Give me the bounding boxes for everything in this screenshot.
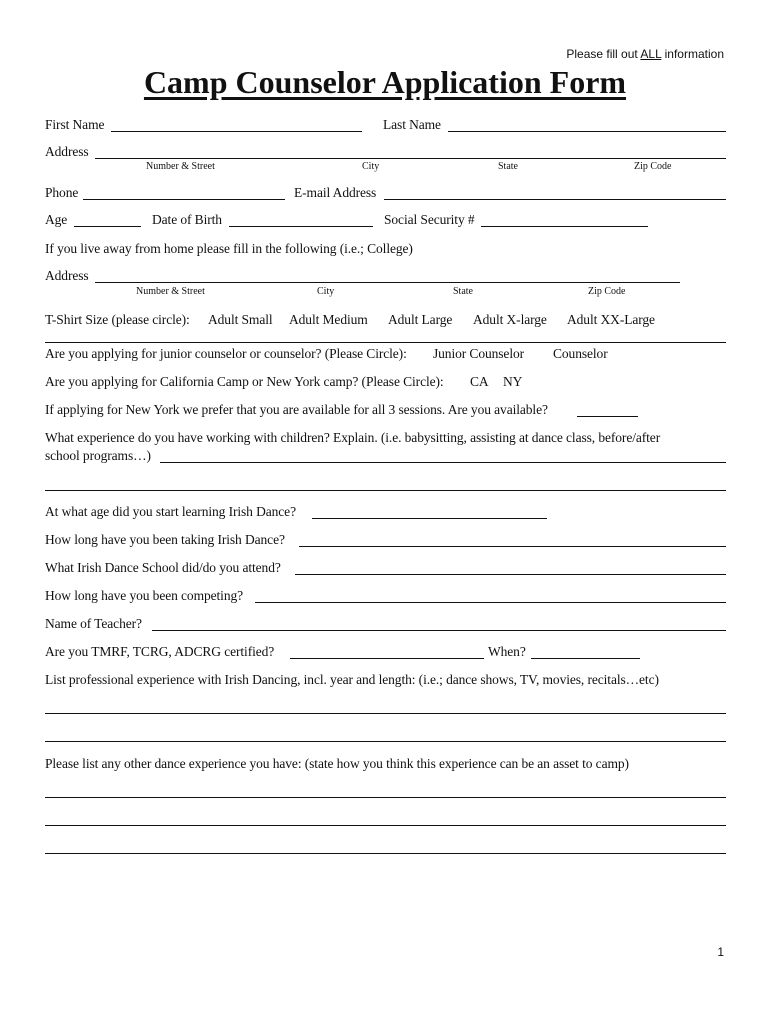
phone-label: Phone [45, 185, 79, 200]
away-from-home-note: If you live away from home please fill in the following (i.e.; College) [45, 241, 413, 256]
college-address-field[interactable] [95, 282, 680, 283]
email-field[interactable] [384, 199, 726, 200]
start-age-question: At what age did you start learning Irish Dance? [45, 504, 296, 519]
address-state-caption: State [498, 161, 518, 172]
age-field[interactable] [74, 226, 141, 227]
tshirt-option-xxlarge[interactable]: Adult XX-Large [567, 312, 655, 327]
professional-experience-question: List professional experience with Irish Dancing, incl. year and length: (i.e.; dance shows, TV, movies, recitals…etc) [45, 672, 659, 687]
tshirt-option-small[interactable]: Adult Small [208, 312, 273, 327]
last-name-label: Last Name [383, 117, 441, 132]
page-title: Camp Counselor Application Form [143, 64, 627, 100]
first-name-label: First Name [45, 117, 105, 132]
california-option[interactable]: CA [470, 374, 489, 389]
certification-field[interactable] [290, 658, 484, 659]
dance-school-field[interactable] [295, 574, 726, 575]
fill-all-notice: Please fill out ALL information [566, 47, 724, 61]
child-experience-field-2[interactable] [45, 490, 726, 491]
competing-field[interactable] [255, 602, 726, 603]
child-experience-question: What experience do you have working with children? Explain. (i.e. babysitting, assisting at dance class, before/after [45, 430, 661, 445]
address-city-caption: City [362, 161, 380, 172]
section-divider [45, 342, 726, 343]
dob-field[interactable] [229, 226, 373, 227]
other-dance-experience-field-3[interactable] [45, 853, 726, 854]
email-label: E-mail Address [294, 185, 377, 200]
address-label: Address [45, 144, 89, 159]
junior-counselor-option[interactable]: Junior Counselor [433, 346, 525, 361]
college-state-caption: State [453, 286, 473, 297]
ny-availability-field[interactable] [577, 416, 638, 417]
dob-label: Date of Birth [152, 212, 222, 227]
last-name-field[interactable] [448, 131, 726, 132]
ny-availability-question: If applying for New York we prefer that you are available for all 3 sessions. Are you available? [45, 402, 548, 417]
page-number: 1 [717, 945, 724, 959]
professional-experience-field-1[interactable] [45, 713, 726, 714]
other-dance-experience-question: Please list any other dance experience you have: (state how you think this experience can be an asset to camp) [45, 756, 629, 771]
address-field[interactable] [95, 158, 726, 159]
child-experience-question-cont: school programs…) [45, 448, 151, 463]
camp-location-question: Are you applying for California Camp or New York camp? (Please Circle): [45, 374, 444, 389]
college-street-caption: Number & Street [136, 286, 205, 297]
first-name-field[interactable] [111, 131, 362, 132]
college-address-label: Address [45, 268, 89, 283]
years-dancing-field[interactable] [299, 546, 726, 547]
ssn-field[interactable] [481, 226, 648, 227]
competing-question: How long have you been competing? [45, 588, 244, 603]
teacher-question: Name of Teacher? [45, 616, 142, 631]
new-york-option[interactable]: NY [503, 374, 523, 389]
child-experience-field-1[interactable] [160, 462, 726, 463]
tshirt-option-medium[interactable]: Adult Medium [289, 312, 368, 327]
college-city-caption: City [317, 286, 335, 297]
counselor-type-question: Are you applying for junior counselor or counselor? (Please Circle): [45, 346, 407, 361]
teacher-field[interactable] [152, 630, 726, 631]
other-dance-experience-field-2[interactable] [45, 825, 726, 826]
dance-school-question: What Irish Dance School did/do you attend? [45, 560, 281, 575]
professional-experience-field-2[interactable] [45, 741, 726, 742]
counselor-option[interactable]: Counselor [553, 346, 608, 361]
address-zip-caption: Zip Code [634, 161, 672, 172]
college-zip-caption: Zip Code [588, 286, 626, 297]
certification-question: Are you TMRF, TCRG, ADCRG certified? [45, 644, 275, 659]
other-dance-experience-field-1[interactable] [45, 797, 726, 798]
certification-when-field[interactable] [531, 658, 640, 659]
tshirt-option-xlarge[interactable]: Adult X-large [473, 312, 547, 327]
start-age-field[interactable] [312, 518, 547, 519]
years-dancing-question: How long have you been taking Irish Dance? [45, 532, 285, 547]
address-street-caption: Number & Street [146, 161, 215, 172]
ssn-label: Social Security # [384, 212, 475, 227]
tshirt-option-large[interactable]: Adult Large [388, 312, 453, 327]
certification-when-label: When? [488, 644, 526, 659]
age-label: Age [45, 212, 68, 227]
phone-field[interactable] [83, 199, 285, 200]
tshirt-label: T-Shirt Size (please circle): [45, 312, 190, 327]
